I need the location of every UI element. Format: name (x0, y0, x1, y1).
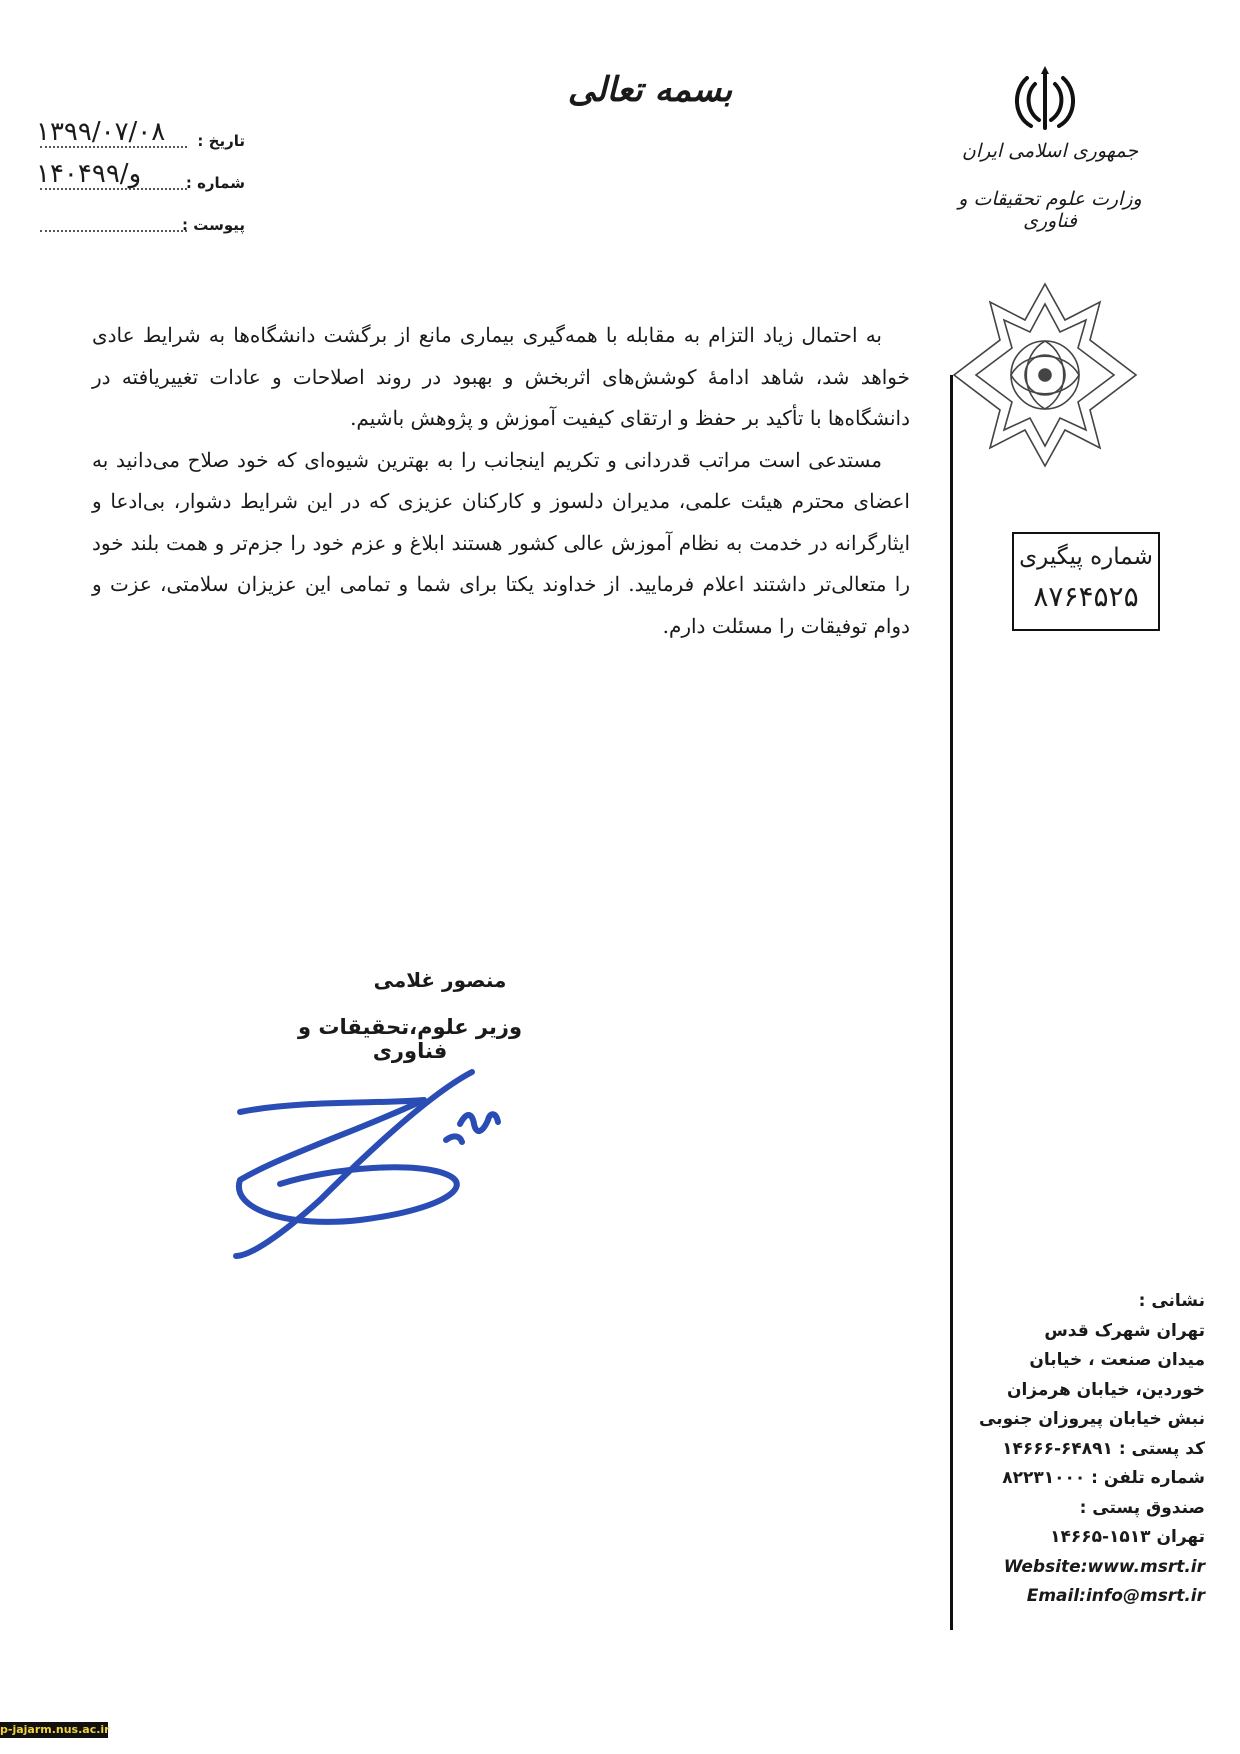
tracking-number-box (1012, 532, 1160, 631)
attachment-row (30, 202, 245, 238)
basmala-heading: بسمه تعالی (567, 70, 733, 110)
phone-number: شماره تلفن : ۸۲۲۳۱۰۰۰ (1002, 1468, 1205, 1488)
iran-emblem-icon (1005, 60, 1085, 140)
postal-code: کد پستی : ۶۴۸۹۱-۱۴۶۶۶ (1002, 1438, 1205, 1459)
date-label: تاریخ : (197, 132, 245, 150)
org-name-line1: جمهوری اسلامی ایران (961, 140, 1139, 162)
address-line: تهران شهرک قدس (1044, 1320, 1205, 1341)
address-label: نشانی : (1138, 1291, 1205, 1311)
po-box-label: صندوق پستی : (1079, 1497, 1205, 1518)
org-name-line2: وزارت علوم تحقیقات و فناوری (958, 188, 1142, 232)
letter-body (92, 315, 910, 647)
vertical-divider (950, 375, 953, 1630)
address-block (980, 1287, 1205, 1612)
date-row (30, 118, 245, 154)
tracking-label: شماره پیگیری (1019, 544, 1153, 570)
address-line: میدان صنعت ، خیابان (1029, 1350, 1205, 1370)
number-row (30, 160, 245, 196)
address-line: خوردین، خیابان هرمزان (1006, 1379, 1205, 1400)
handwritten-signature (210, 1060, 510, 1280)
attachment-dotted-line (40, 230, 187, 232)
number-value: ۱۴۰۴۹۹/و (36, 159, 142, 189)
address-line: نبش خیابان پیروزان جنوبی (979, 1409, 1205, 1429)
tracking-number: ۸۷۶۴۵۲۵ (1033, 580, 1139, 613)
signer-name: منصور غلامی (373, 968, 507, 992)
po-box: تهران ۱۵۱۳-۱۴۶۶۵ (1050, 1527, 1205, 1547)
body-paragraph: مستدعی است مراتب قدردانی و تکریم اینجانب را به بهترین شیوه‌ای که خود صلاح می‌دانید به اعضای محترم هیئت علمی، مدیران دلسوز و کارکنان عزیزی که در این شرایط دشوار، بی‌ادعا و ایثارگرانه در خدمت به نظام آموزش عالی کشور هستند ابلاغ و عزم خود را جزم‌تر و همت بلند خود را متعالی‌تر داشتند اعلام فرمایید. از خداوند یکتا برای شما و تمامی این عزیزان سلامتی، عزت و دوام توفیقات را مسئلت دارم. (92, 447, 910, 638)
number-label: شماره : (185, 174, 245, 192)
attachment-label: پیوست : (181, 216, 245, 234)
email-link[interactable]: Email:info@msrt.ir (1026, 1586, 1205, 1606)
body-paragraph: به احتمال زیاد التزام به مقابله با همه‌گیری بیماری مانع از برگشت دانشگاه‌ها به شرایط عادی خواهد شد، شاهد ادامهٔ کوشش‌های اثربخش و بهبود در روند اصلاحات و عادات تغییریافته در دانشگاه‌ها با تأکید بر حفظ و ارتقای کیفیت آموزش و پژوهش باشیم. (92, 323, 910, 430)
website-link[interactable]: Website:www.msrt.ir (1003, 1556, 1205, 1577)
ornament-icon (950, 280, 1140, 470)
date-value: ۱۳۹۹/۰۷/۰۸ (36, 117, 166, 147)
source-watermark: p-jajarm.nus.ac.ir (0, 1723, 110, 1736)
signer-title: وزیر علوم،تحقیقات و فناوری (297, 1015, 523, 1063)
